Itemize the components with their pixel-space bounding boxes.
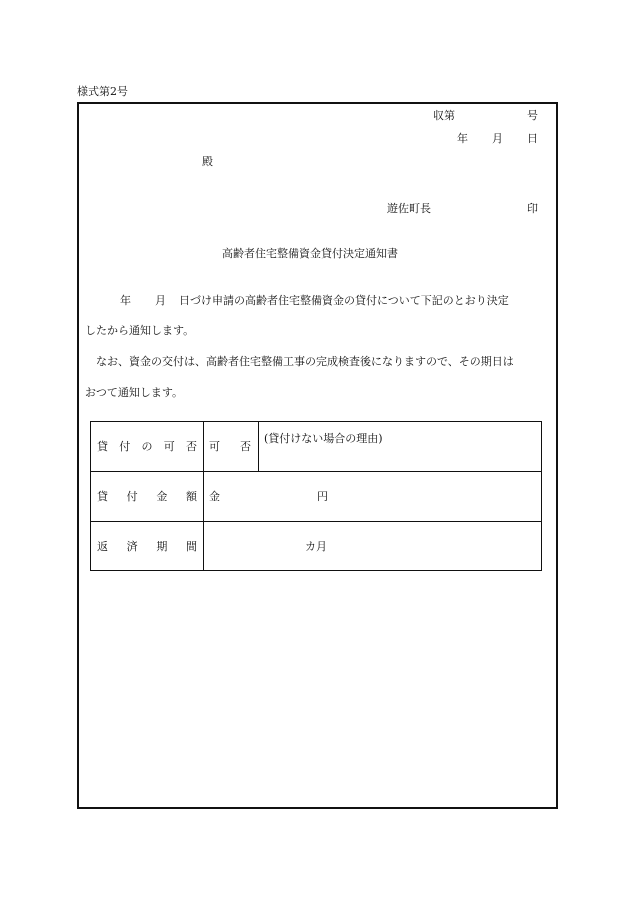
issuer: 遊佐町長 xyxy=(387,202,431,215)
row-approval-label: 貸 付 の 可 否 xyxy=(97,440,197,453)
body-p1-year: 年 xyxy=(120,294,131,307)
table-row-divider xyxy=(91,471,541,472)
date-month: 月 xyxy=(492,132,503,145)
repayment-unit: カ月 xyxy=(305,540,327,553)
receipt-prefix: 収第 xyxy=(433,109,455,122)
amount-unit: 円 xyxy=(317,490,328,503)
approve-option: 可 xyxy=(209,440,220,453)
document-title: 高齢者住宅整備資金貸付決定通知書 xyxy=(222,247,398,260)
addressee-suffix: 殿 xyxy=(202,155,213,168)
body-p1-line2: したから通知します。 xyxy=(85,324,195,337)
approval-options xyxy=(209,441,251,452)
receipt-suffix: 号 xyxy=(527,109,538,122)
form-number: 様式第2号 xyxy=(77,85,128,98)
body-p1-text: 日づけ申請の高齢者住宅整備資金の貸付について下記のとおり決定 xyxy=(179,294,509,307)
body-p1-month: 月 xyxy=(155,294,166,307)
row-amount-label: 貸 付 金 額 xyxy=(97,490,197,503)
table-row-divider xyxy=(91,521,541,522)
loan-decision-table xyxy=(90,421,542,571)
table-column-divider xyxy=(258,422,259,471)
rejection-reason-note: (貸付けない場合の理由) xyxy=(264,432,383,445)
body-p2-line1: なお、資金の交付は、高齢者住宅整備工事の完成検査後になりますので、その期日は xyxy=(85,355,514,368)
date-day: 日 xyxy=(527,132,538,145)
row-repayment-label: 返 済 期 間 xyxy=(97,540,197,553)
table-column-divider xyxy=(203,422,204,570)
reject-option: 否 xyxy=(240,440,251,453)
seal: 印 xyxy=(527,202,538,215)
date-year: 年 xyxy=(457,132,468,145)
body-p2-line2: おつて通知します。 xyxy=(85,386,184,399)
amount-prefix: 金 xyxy=(209,490,220,503)
